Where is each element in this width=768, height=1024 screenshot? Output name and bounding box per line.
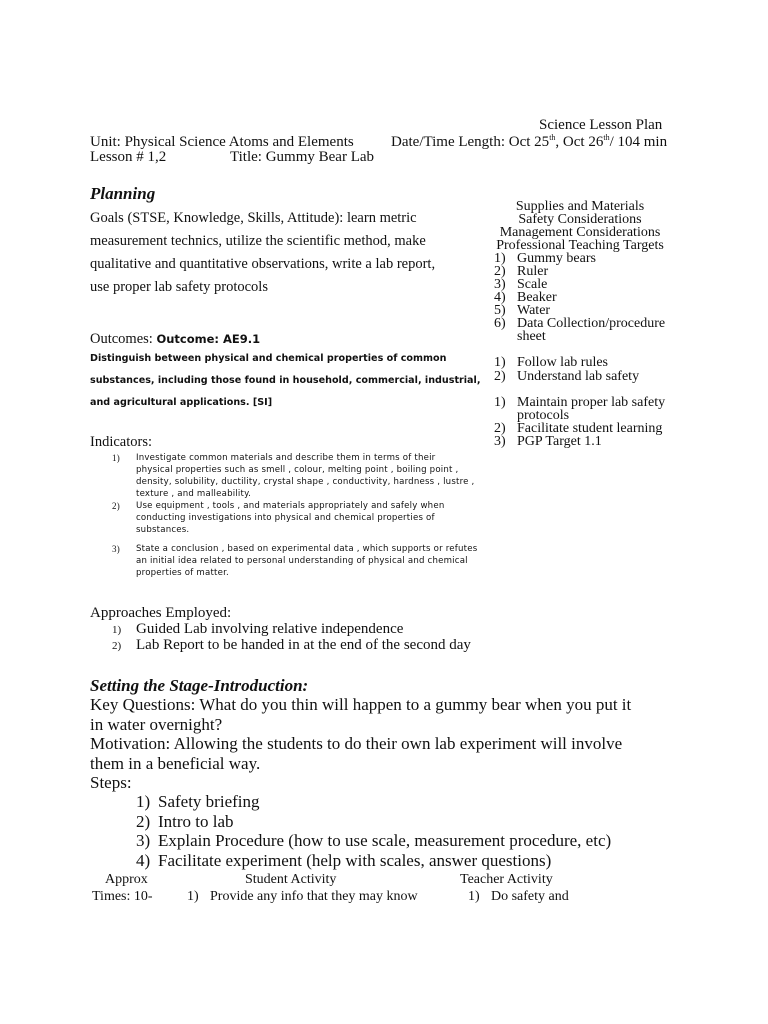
- supplies-list: [494, 252, 694, 343]
- indicator-line: physical properties such as smell , colour, melting point , boiling point ,: [136, 465, 459, 475]
- indicator-number: 2): [112, 501, 120, 511]
- safety-item: [494, 370, 694, 384]
- step-number: 1): [136, 792, 151, 811]
- indicator-number: 3): [112, 544, 120, 554]
- indicator-line: Investigate common materials and describe them in terms of their: [136, 453, 436, 463]
- safety-list: [494, 356, 694, 384]
- safety-number: 2): [494, 369, 506, 384]
- safety-item: [494, 356, 694, 370]
- steps-list: [136, 792, 736, 870]
- supply-item-continued: sheet: [517, 329, 546, 344]
- key-questions: [90, 695, 730, 793]
- goals-line: qualitative and quantitative observations, write a lab report,: [90, 256, 436, 272]
- step-text: Intro to lab: [158, 811, 234, 831]
- step-text: Facilitate experiment (help with scales, answer questions): [158, 850, 552, 870]
- indicator-line: properties of matter.: [136, 568, 229, 578]
- steps-label: Steps:: [90, 773, 132, 792]
- supply-number: 2): [494, 264, 506, 279]
- safety-number: 1): [494, 355, 506, 370]
- sidebar-heading: Management Considerations: [499, 225, 661, 240]
- indicator-line: density, solubility, ductility, crystal shape , conductivity, hardness , lustre ,: [136, 477, 475, 487]
- step-item: [136, 792, 736, 812]
- approaches-label: Approaches Employed:: [90, 605, 232, 621]
- indicator-line: substances.: [136, 525, 190, 535]
- sidebar-heading: Professional Teaching Targets: [496, 238, 664, 253]
- stage-heading: Setting the Stage-Introduction:: [90, 676, 309, 695]
- motivation-line: them in a beneficial way.: [90, 753, 261, 773]
- outcome-description: [90, 348, 490, 414]
- indicator-line: an initial idea related to personal understanding of physical and chemical: [136, 556, 468, 566]
- supply-number: 3): [494, 277, 506, 292]
- table-header-teacher: Teacher Activity: [460, 872, 553, 887]
- approach-text: Guided Lab involving relative independence: [136, 621, 404, 637]
- supply-text: Gummy bears: [517, 251, 596, 266]
- student-activity-text: Provide any info that they may know: [210, 889, 418, 904]
- outcome-code: Outcome: AE9.1: [156, 332, 261, 346]
- key-question-line: Key Questions: What do you thin will happen to a gummy bear when you put it: [90, 695, 632, 714]
- step-number: 2): [136, 811, 151, 831]
- outcome-line: and agricultural applications. [SI]: [90, 397, 273, 408]
- indicator-item: [112, 543, 482, 579]
- step-number: 4): [136, 850, 151, 870]
- approach-text: Lab Report to be handed in at the end of the second day: [136, 637, 471, 653]
- safety-text: Understand lab safety: [517, 369, 640, 384]
- step-number: 3): [136, 831, 151, 850]
- target-number: 1): [494, 395, 506, 410]
- step-text: Explain Procedure (how to use scale, measurement procedure, etc): [158, 831, 612, 850]
- supply-number: 1): [494, 251, 506, 266]
- safety-text: Follow lab rules: [517, 355, 608, 370]
- indicators-label: Indicators:: [90, 434, 153, 450]
- supply-number: 6): [494, 316, 506, 331]
- date-length: Date/Time Length: Oct 25th, Oct 26th/ 104 min: [391, 133, 668, 150]
- step-item: [136, 812, 736, 832]
- targets-list: [494, 396, 694, 448]
- planning-heading: Planning: [90, 184, 156, 203]
- key-question-line: in water overnight?: [90, 714, 223, 734]
- lesson-number: Lesson # 1,2: [90, 149, 167, 165]
- supply-text: Water: [517, 303, 551, 318]
- document-title: Science Lesson Plan: [539, 117, 663, 133]
- target-item-continued: protocols: [517, 408, 570, 423]
- indicator-number: 1): [112, 453, 120, 463]
- indicator-line: Use equipment , tools , and materials appropriately and safely when: [136, 501, 445, 511]
- goals-line: use proper lab safety protocols: [90, 279, 268, 295]
- target-number: 2): [494, 421, 506, 436]
- supply-number: 5): [494, 303, 506, 318]
- lesson-title: Title: Gummy Bear Lab: [230, 149, 375, 165]
- approach-item: [112, 637, 471, 655]
- unit-label: Unit: Physical Science Atoms and Elements: [90, 134, 354, 150]
- indicator-item: [112, 452, 482, 500]
- target-item: [494, 435, 694, 448]
- indicator-line: conducting investigations into physical and chemical properties of: [136, 513, 435, 523]
- approach-number: 1): [112, 624, 122, 636]
- table-cell-student: [187, 889, 418, 905]
- outcome-line: Distinguish between physical and chemical properties of common: [90, 353, 447, 364]
- student-activity-number: 1): [187, 889, 199, 904]
- sidebar-heading: Supplies and Materials: [515, 199, 645, 214]
- indicator-line: texture , and malleability.: [136, 489, 252, 499]
- outcomes-label: Outcomes:: [90, 331, 157, 347]
- table-header-times: Approx: [105, 872, 148, 887]
- target-number: 3): [494, 434, 506, 449]
- table-cell-teacher: [468, 889, 569, 905]
- teacher-activity-number: 1): [468, 889, 480, 904]
- step-item: [136, 831, 736, 851]
- sidebar-headings: [470, 200, 690, 252]
- indicator-item: [112, 500, 482, 536]
- supply-text: Scale: [517, 277, 548, 292]
- step-item: [136, 851, 736, 871]
- table-header-student: Student Activity: [245, 872, 337, 887]
- sidebar-heading: Safety Considerations: [518, 212, 642, 227]
- teacher-activity-text: Do safety and: [491, 889, 569, 904]
- supply-text: Beaker: [517, 290, 557, 305]
- supply-text: Ruler: [517, 264, 549, 279]
- target-text: Facilitate student learning: [517, 421, 663, 436]
- step-text: Safety briefing: [158, 792, 260, 811]
- outcome-line: substances, including those found in household, commercial, industrial,: [90, 375, 481, 386]
- outcomes: [90, 330, 260, 348]
- target-text: PGP Target 1.1: [517, 434, 602, 449]
- approach-number: 2): [112, 640, 122, 652]
- goals-line: Goals (STSE, Knowledge, Skills, Attitude): learn metric: [90, 210, 417, 226]
- motivation-line: Motivation: Allowing the students to do their own lab experiment will involve: [90, 734, 623, 753]
- target-text: Maintain proper lab safety: [517, 395, 666, 410]
- indicator-line: State a conclusion , based on experimental data , which supports or refutes: [136, 544, 478, 554]
- goals-line: measurement technics, utilize the scientific method, make: [90, 233, 426, 249]
- supply-text: Data Collection/procedure: [517, 316, 666, 331]
- goals: [90, 207, 470, 299]
- supply-number: 4): [494, 290, 506, 305]
- table-cell-times: Times: 10-: [92, 889, 153, 904]
